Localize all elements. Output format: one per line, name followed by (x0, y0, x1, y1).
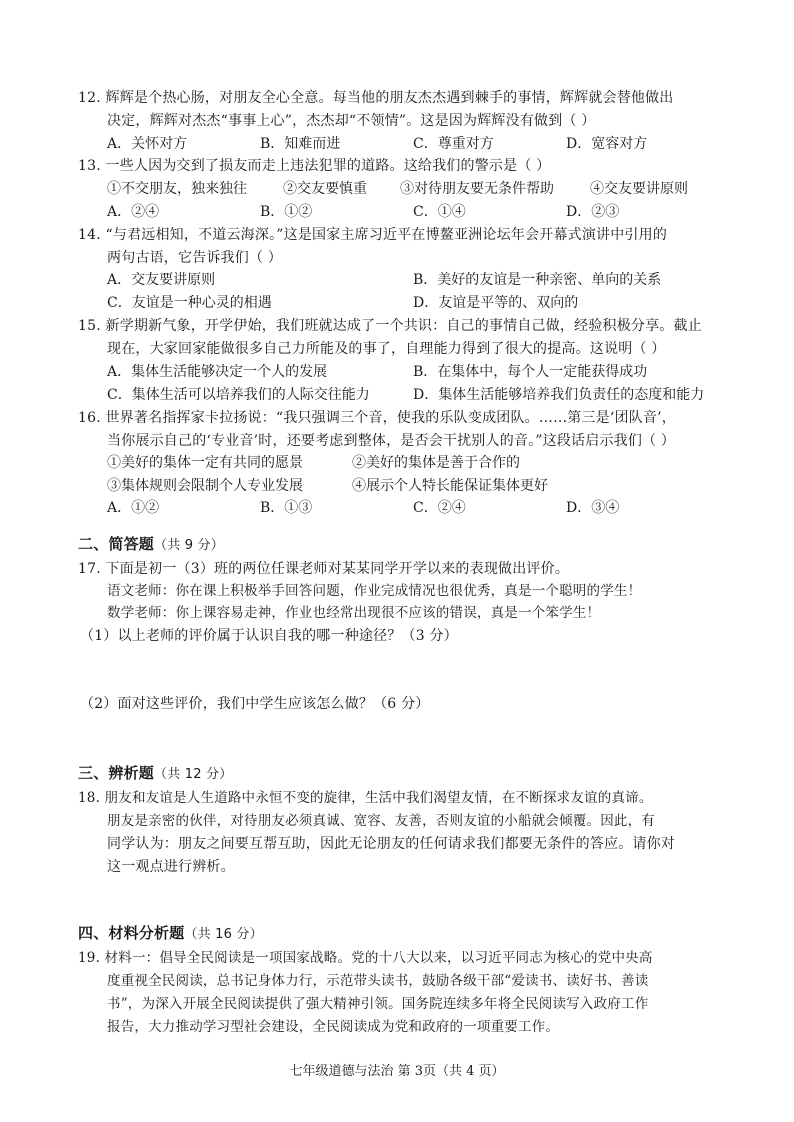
q15-line-1: 15. 新学期新气象，开学伊始，我们班就达成了一个共识：自己的事情自己做，经验积极分享。截止 (78, 318, 702, 334)
q14-option-d: D．友谊是平等的、双向的 (413, 295, 579, 311)
section-4-points: （共 16 分） (184, 927, 263, 942)
q16-statement-1: ①美好的集体一定有共同的愿景 (107, 455, 303, 471)
q12-line-1: 12. 辉辉是个热心肠，对朋友全心全意。每当他的朋友杰杰遇到棘手的事情，辉辉就会替他做出 (78, 90, 674, 106)
q16-option-b: B．①③ (260, 500, 313, 516)
q16-statement-2: ②美好的集体是善于合作的 (352, 455, 520, 471)
q16-line-2: 当你展示自己的‘专业音’时，还要考虑到整体，是否会干扰别人的音。”这段话启示我们（ ） (107, 433, 676, 449)
q13-statement-2: ②交友要慎重 (283, 181, 367, 197)
q13-statement-1: ①不交朋友，独来独往 (107, 181, 247, 197)
q13-statement-4: ④交友要讲原则 (590, 181, 688, 197)
q18-line-1: 18. 朋友和友谊是人生道路中永恒不变的旋律，生活中我们渴望友情，在不断探求友谊的真谛。 (78, 790, 653, 806)
q15-option-d: D．集体生活能够培养我们负责任的态度和能力 (413, 387, 705, 403)
section-4-heading (78, 923, 263, 945)
q15-option-a: A．集体生活能够决定一个人的发展 (107, 364, 328, 380)
section-2-title: 二、简答题 (78, 535, 155, 553)
page-footer: 七年级道德与法治 第 3页（共 4 页） (289, 1064, 505, 1079)
q16-option-d: D．③④ (566, 500, 620, 516)
q15-option-b: B．在集体中，每个人一定能获得成功 (413, 364, 648, 380)
q13-option-a: A．②④ (107, 204, 160, 220)
section-3-heading (78, 763, 232, 785)
q17-sub-question-2: （2）面对这些评价，我们中学生应该怎么做？（6 分） (80, 696, 430, 712)
q19-line-2: 度重视全民阅读，总书记身体力行，示范带头读书，鼓励各级干部“爱读书、读好书、善读 (107, 973, 649, 989)
q17-line-1: 17. 下面是初一（3）班的两位任课老师对某某同学开学以来的表现做出评价。 (78, 561, 570, 577)
q14-line-2: 两句古语，它告诉我们（ ） (107, 250, 283, 266)
q13-statement-3: ③对待朋友要无条件帮助 (400, 181, 554, 197)
q13-line-1: 13. 一些人因为交到了损友而走上违法犯罪的道路。这给我们的警示是（ ） (78, 158, 551, 174)
q18-line-3: 同学认为：朋友之间要互帮互助，因此无论朋友的任何请求我们都要无条件的答应。请你对 (107, 836, 675, 852)
q14-option-c: C．友谊是一种心灵的相遇 (107, 295, 272, 311)
q13-option-b: B．①② (260, 204, 313, 220)
q16-line-1: 16. 世界著名指挥家卡拉扬说：“我只强调三个音，使我的乐队变成团队。……第三是‘团队音’， (78, 410, 676, 426)
q12-option-c: C．尊重对方 (413, 136, 494, 152)
q16-option-a: A．①② (107, 500, 160, 516)
q12-option-a: A．关怀对方 (107, 136, 188, 152)
q13-option-c: C．①④ (413, 204, 466, 220)
q19-line-3: 书”，为深入开展全民阅读提供了强大精神引领。国务院连续多年将全民阅读写入政府工作 (107, 996, 649, 1012)
q17-teacher-chinese: 语文老师：你在课上积极举手回答问题，作业完成情况也很优秀，真是一个聪明的学生！ (107, 583, 642, 599)
q13-option-d: D．②③ (566, 204, 620, 220)
q12-option-d: D．宽容对方 (566, 136, 648, 152)
q17-sub-question-1: （1）以上老师的评价属于认识自我的哪一种途径？（3 分） (80, 628, 458, 644)
q12-option-b: B．知难而进 (260, 136, 341, 152)
q18-line-2: 朋友是亲密的伙伴，对待朋友必须真诚、宽容、友善，否则友谊的小船就会倾覆。因此，有 (107, 813, 655, 829)
q14-line-1: 14. “与君远相知，不道云海深。”这是国家主席习近平在博鳌亚洲论坛年会开幕式演讲中引用的 (78, 227, 668, 243)
q16-option-c: C．②④ (413, 500, 466, 516)
section-2-points: （共 9 分） (154, 538, 224, 553)
q16-statement-4: ④展示个人特长能保证集体更好 (352, 478, 548, 494)
section-3-title: 三、辨析题 (78, 764, 155, 782)
q14-option-b: B．美好的友谊是一种亲密、单向的关系 (413, 272, 662, 288)
q19-line-1: 19. 材料一：倡导全民阅读是一项国家战略。党的十八大以来，以习近平同志为核心的党中央高 (78, 950, 653, 966)
q17-teacher-math: 数学老师：你上课容易走神，作业也经常出现很不应该的错误，真是一个笨学生！ (107, 605, 601, 621)
q15-line-2: 现在，大家回家能做很多自己力所能及的事了，自理能力得到了很大的提高。这说明（ ） (107, 341, 666, 357)
section-4-title: 四、材料分析题 (78, 924, 185, 942)
q12-line-2: 决定，辉辉对杰杰“事事上心”，杰杰却“不领情”。这是因为辉辉没有做到（ ） (107, 113, 596, 129)
section-2-heading (78, 534, 224, 556)
q19-line-4: 报告，大力推动学习型社会建设，全民阅读成为党和政府的一项重要工作。 (107, 1019, 560, 1035)
q15-option-c: C．集体生活可以培养我们的人际交往能力 (107, 387, 370, 403)
q16-statement-3: ③集体规则会限制个人专业发展 (107, 478, 303, 494)
section-3-points: （共 12 分） (154, 767, 233, 782)
q14-option-a: A．交友要讲原则 (107, 272, 216, 288)
q18-line-4: 这一观点进行辨析。 (107, 859, 235, 875)
